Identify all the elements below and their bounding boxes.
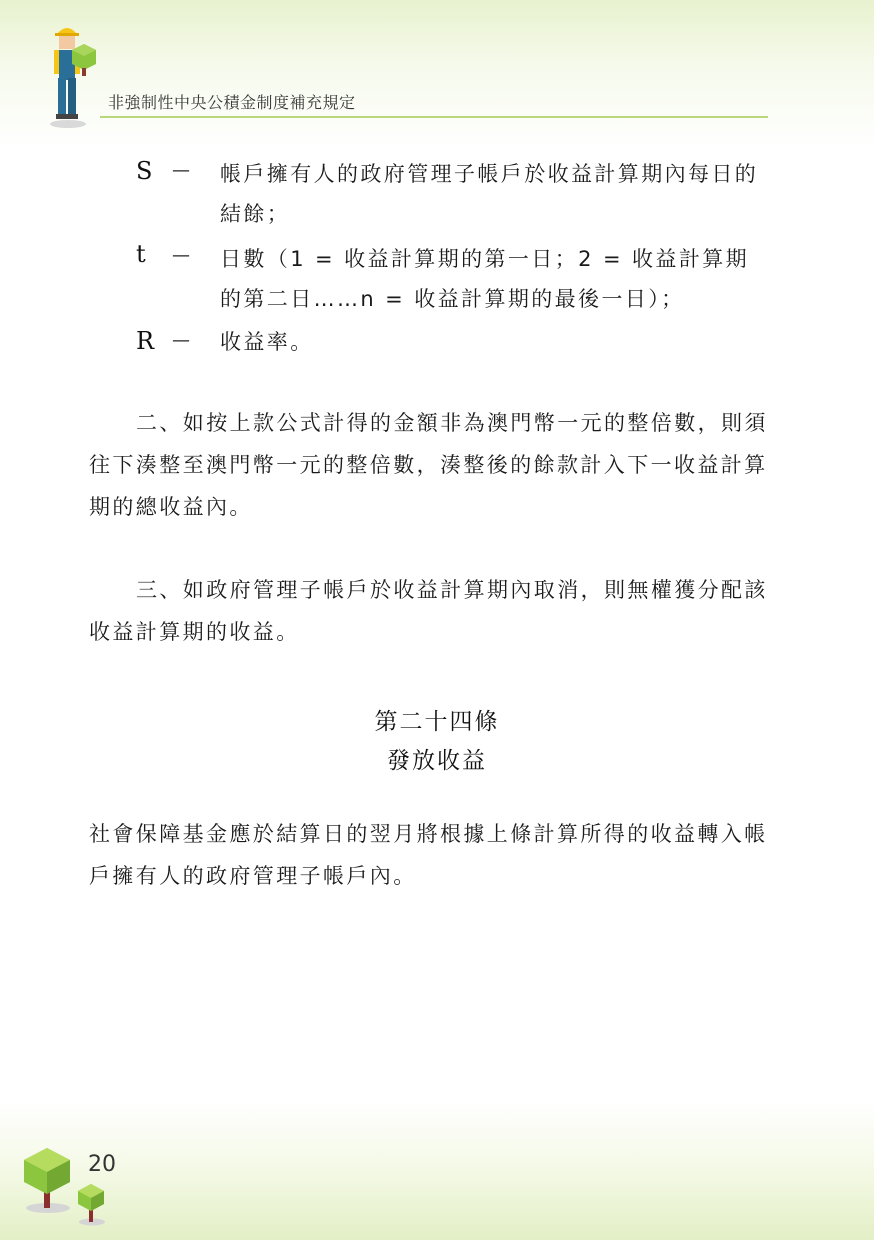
header-divider [100,116,768,118]
definition-text: 收益率。 [220,330,314,354]
page-number: 20 [88,1152,116,1177]
header-title: 非強制性中央公積金制度補充規定 [108,93,356,112]
definition-symbol: t [136,240,146,268]
header-background [0,0,874,150]
definition-dash: — [172,160,190,181]
definition-text: 日數（1 = 收益計算期的第一日；2 = 收益計算期的第二日……n = 收益計算期的最後一日）； [220,247,750,311]
footer-background [0,1100,874,1240]
paragraph-2: 二、如按上款公式計得的金額非為澳門幣一元的整倍數，則須往下湊整至澳門幣一元的整倍數，湊整後的餘款計入下一收益計算期的總收益內。 [89,411,768,519]
paragraph-3: 三、如政府管理子帳戶於收益計算期內取消，則無權獲分配該收益計算期的收益。 [89,578,768,644]
construction-worker-holding-tree-icon [40,22,102,130]
definition-dash: — [172,245,190,266]
definition-symbol: S [136,157,153,185]
article-number: 第二十四條 [374,709,500,735]
definition-text: 帳戶擁有人的政府管理子帳戶於收益計算期內每日的結餘； [220,162,759,226]
definition-dash: — [172,330,190,351]
definition-symbol: R [136,327,155,355]
article-body: 社會保障基金應於結算日的翌月將根據上條計算所得的收益轉入帳戶擁有人的政府管理子帳戶內。 [89,822,768,888]
article-heading: 發放收益 [387,748,487,774]
